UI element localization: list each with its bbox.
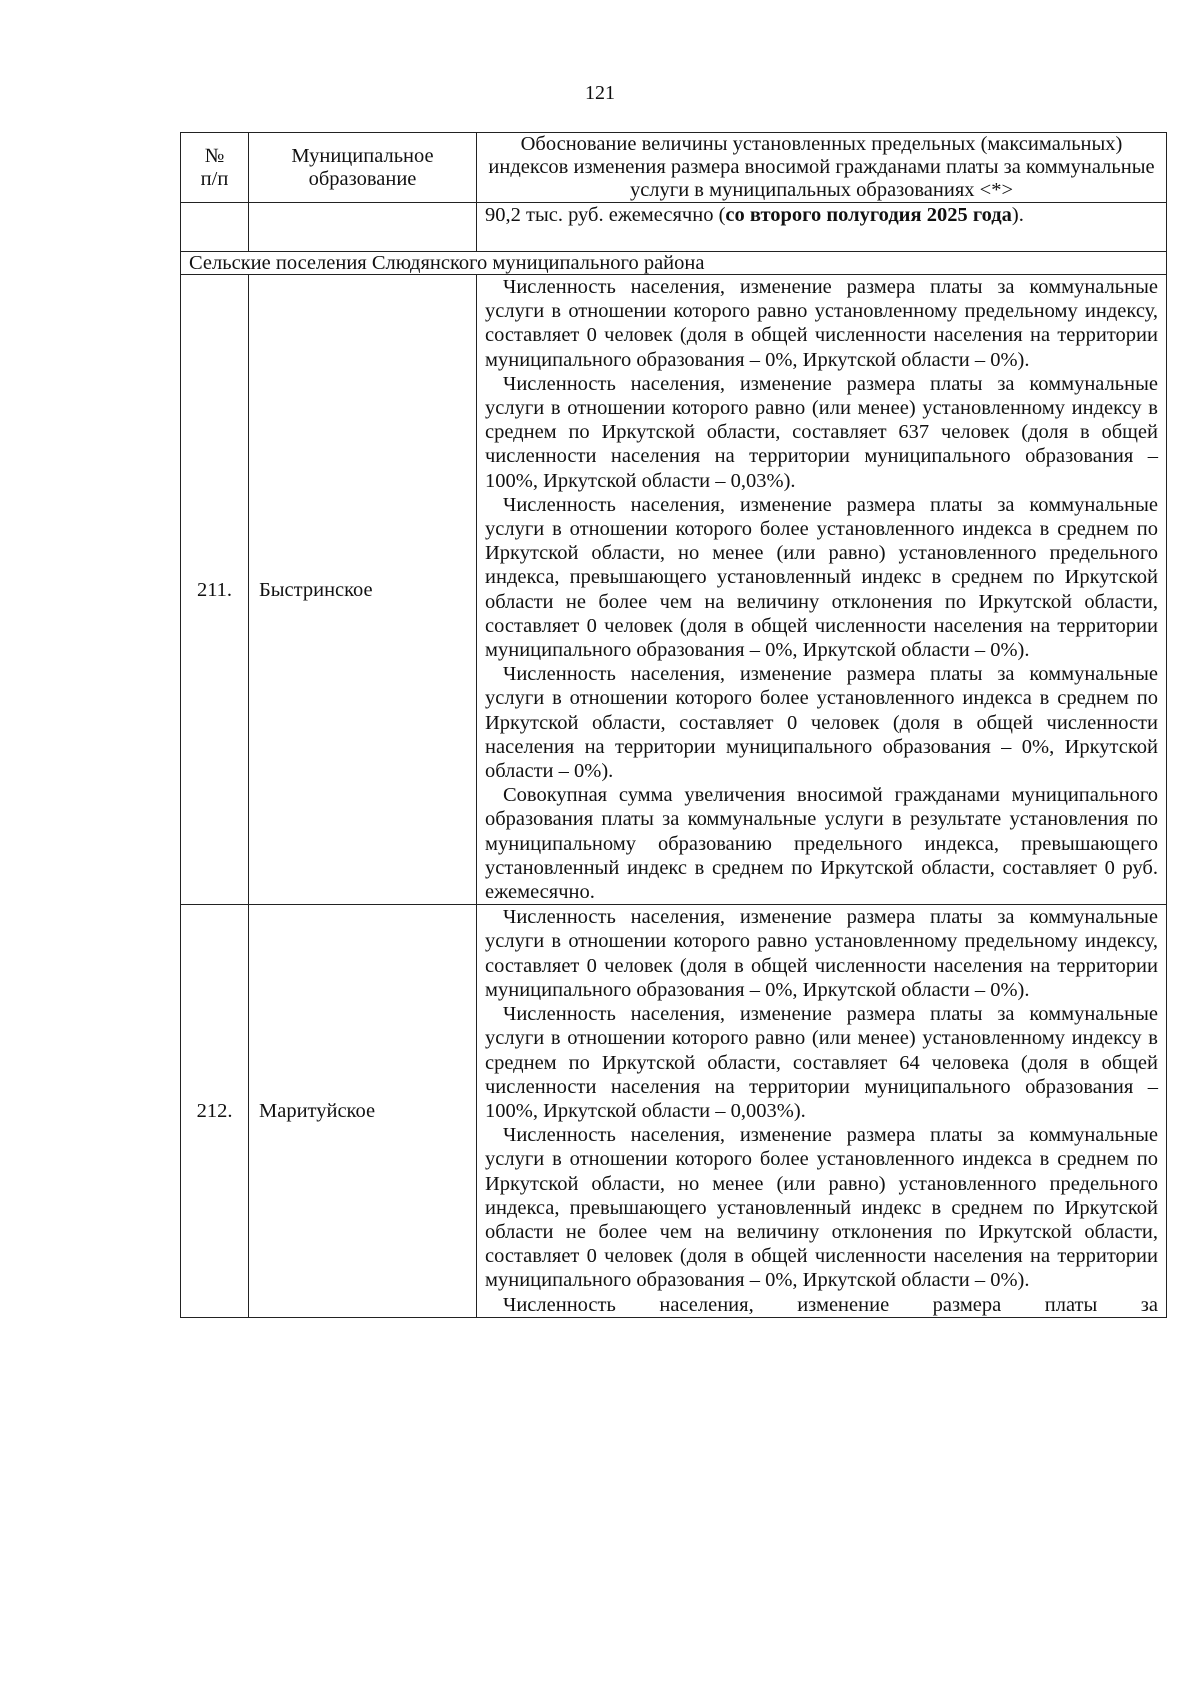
- row-number: 212.: [181, 905, 249, 1317]
- paragraph: Численность населения, изменение размера платы за коммунальные услуги в отношении которого равно установленному предельному индексу, составляет 0 человек (доля в общей численности населения на территории муниципального образования – 0%, Иркутской области – 0%).: [485, 906, 1158, 1001]
- paragraph: Численность населения, изменение размера платы за коммунальные услуги в отношении которого равно (или менее) установленному индексу в среднем по Иркутской области, составляет 64 человека (доля в общей численности населения на территории муниципального образования – 100%, Иркутской области – 0,003%).: [485, 1003, 1158, 1122]
- section-row: [181, 252, 1167, 275]
- header-municipality: [249, 133, 477, 203]
- paragraph: Численность населения, изменение размера платы за коммунальные услуги в отношении которого более установленного индекса в среднем по Иркутской области, составляет 0 человек (доля в общей численности населения на территории муниципального образования – 0%, Иркутской области – 0%).: [485, 663, 1158, 783]
- header-number: [181, 133, 249, 203]
- row-justification: [477, 905, 1167, 1317]
- paragraph: Совокупная сумма увеличения вносимой гражданами муниципального образования платы за коммунальные услуги в результате установления по муниципальному образованию предельного индекса, превышающего установленный индекс в среднем по Иркутской области, составляет 0 руб. ежемесячно.: [485, 784, 1158, 904]
- header-justification: Обоснование величины установленных предельных (максимальных) индексов изменения размера вносимой гражданами платы за коммунальные услуги в муниципальных образованиях <*>: [477, 133, 1167, 203]
- header-municipality-line1: Муниципальное: [291, 144, 434, 167]
- justification-table: [180, 132, 1167, 1318]
- row-municipality: Быстринское: [249, 275, 477, 905]
- paragraph: Численность населения, изменение размера платы за коммунальные услуги в отношении которого равно (или менее) установленному индексу в среднем по Иркутской области, составляет 637 человек (доля в общей численности населения на территории муниципального образования – 100%, Иркутской области – 0,03%).: [485, 372, 1158, 492]
- paragraph-cut: Численность населения, изменение размера платы за: [503, 1293, 1158, 1316]
- row-number: 211.: [181, 275, 249, 905]
- section-title: Сельские поселения Слюдянского муниципального района: [181, 252, 1167, 275]
- header-number-line2: п/п: [200, 167, 229, 190]
- paragraph: Численность населения, изменение размера платы за коммунальные услуги в отношении которого более установленного индекса в среднем по Иркутской области, но менее (или равно) установленного предельного индекса, превышающего установленный индекс в среднем по Иркутской области не более чем на величину отклонения по Иркутской области, составляет 0 человек (доля в общей численности населения на территории муниципального образования – 0%, Иркутской области – 0%).: [485, 1124, 1158, 1292]
- row-municipality: Маритуйское: [249, 905, 477, 1317]
- continuation-text: 90,2 тыс. руб. ежемесячно (со второго полугодия 2025 года).: [477, 203, 1167, 252]
- continuation-bold: со второго полугодия 2025 года: [725, 204, 1012, 226]
- header-municipality-line2: образование: [308, 167, 417, 190]
- paragraph: Численность населения, изменение размера платы за коммунальные услуги в отношении которого равно установленному предельному индексу, составляет 0 человек (доля в общей численности населения на территории муниципального образования – 0%, Иркутской области – 0%).: [485, 276, 1158, 371]
- table-header-row: [181, 133, 1167, 203]
- continuation-row: [181, 203, 1167, 252]
- table-row: [181, 905, 1167, 1317]
- header-number-line1: №: [204, 144, 225, 167]
- row-justification: [477, 275, 1167, 905]
- table-row: [181, 275, 1167, 905]
- paragraph: Численность населения, изменение размера платы за коммунальные услуги в отношении которого более установленного индекса в среднем по Иркутской области, но менее (или равно) установленного предельного индекса, превышающего установленный индекс в среднем по Иркутской области не более чем на величину отклонения по Иркутской области, составляет 0 человек (доля в общей численности населения на территории муниципального образования – 0%, Иркутской области – 0%).: [485, 493, 1158, 662]
- page-number: 121: [585, 82, 615, 104]
